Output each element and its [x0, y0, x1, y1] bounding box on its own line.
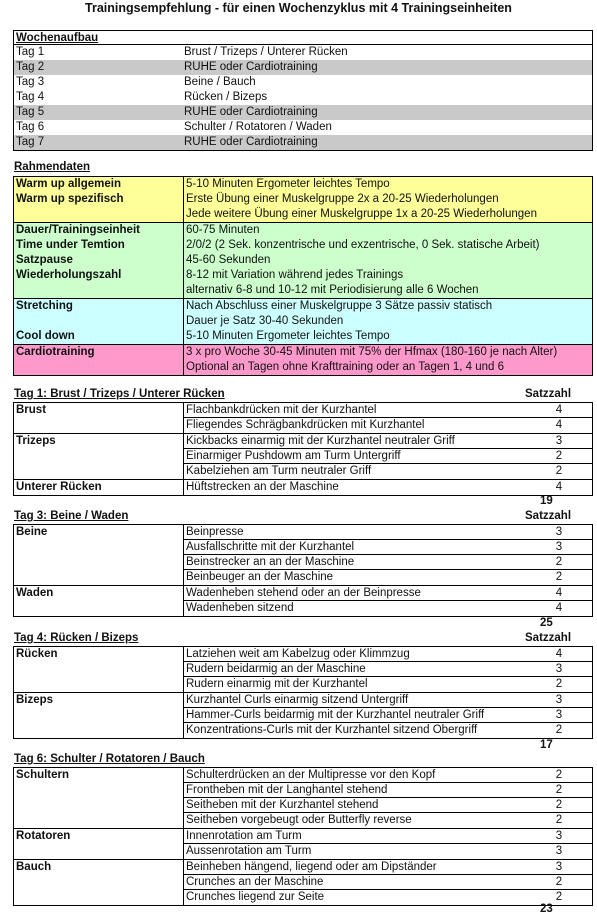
group-label: Rücken [14, 647, 184, 692]
exercise-sets: 4 [555, 602, 563, 614]
exercise-name: Rudern einarmig mit der Kurzhantel [186, 678, 368, 690]
rahmen-value: 5-10 Minuten Ergometer leichtes Tempo [186, 330, 390, 342]
exercise-row [184, 783, 592, 798]
rahmen-label: Warm up spezifisch [16, 193, 124, 205]
exercise-group [14, 829, 592, 860]
rahmen-block-cardio [14, 345, 592, 375]
exercise-row [184, 723, 592, 738]
rahmen-block-stretching [14, 299, 592, 345]
rahmen-value: Jede weitere Übung einer Muskelgruppe 1x a 20-25 Wiederholungen [186, 208, 537, 220]
exercise-row [184, 480, 592, 495]
week-row [14, 60, 592, 75]
week-desc: RUHE oder Cardiotraining [184, 106, 318, 118]
group-label: Brust [14, 403, 184, 433]
rahmen-label [14, 207, 183, 222]
exercise-sets: 2 [555, 571, 563, 583]
exercise-sets: 2 [555, 876, 563, 888]
week-desc: RUHE oder Cardiotraining [184, 136, 318, 148]
exercise-name: Kickbacks einarmig mit der Kurzhantel neutraler Griff [186, 435, 455, 447]
exercise-row [184, 768, 592, 783]
rahmen-label: Cool down [16, 330, 75, 342]
group-label: Trizeps [14, 434, 184, 479]
rahmen-label: Stretching [16, 300, 73, 312]
day6-title: Tag 6: Schulter / Rotatoren / Bauch [14, 753, 205, 765]
day4-table [13, 646, 593, 739]
exercise-row [184, 601, 592, 616]
exercise-row [184, 449, 592, 464]
group-label: Unterer Rücken [14, 480, 184, 495]
exercise-group [14, 860, 592, 905]
exercise-sets: 2 [555, 814, 563, 826]
exercise-group [14, 480, 592, 495]
exercise-name: Crunches an der Maschine [186, 876, 324, 888]
day1-title: Tag 1: Brust / Trizeps / Unterer Rücken [14, 388, 225, 400]
exercise-sets: 2 [555, 450, 563, 462]
day6-table [13, 767, 593, 906]
exercise-sets: 4 [555, 404, 563, 416]
rahmen-value: Erste Übung einer Muskelgruppe 2x a 20-25 Wiederholungen [186, 193, 499, 205]
exercise-name: Beinheben hängend, liegend oder am Dipständer [186, 861, 437, 873]
satzzahl-header: Satzzahl [525, 632, 572, 644]
week-day: Tag 3 [16, 76, 45, 88]
rahmen-label: Cardiotraining [16, 346, 95, 358]
exercise-sets: 2 [555, 784, 563, 796]
exercise-sets: 3 [555, 694, 563, 706]
week-header: Wochenaufbau [14, 31, 592, 45]
satzzahl-header: Satzzahl [525, 510, 572, 522]
rahmen-value: alternativ 6-8 und 10-12 mit Periodisierung alle 6 Wochen [186, 284, 479, 296]
week-day: Tag 1 [16, 46, 45, 58]
exercise-row [184, 464, 592, 479]
exercise-row [184, 540, 592, 555]
exercise-sets: 2 [555, 678, 563, 690]
day1-total: 19 [540, 495, 553, 507]
rahmen-value: Dauer je Satz 30-40 Sekunden [186, 315, 344, 327]
exercise-name: Beinbeuger an der Maschine [186, 571, 334, 583]
exercise-name: Innenrotation am Turm [186, 830, 302, 842]
exercise-row [184, 829, 592, 844]
exercise-row [184, 570, 592, 585]
exercise-name: Seitheben mit der Kurzhantel stehend [186, 799, 379, 811]
week-day: Tag 2 [16, 61, 45, 73]
group-label: Rotatoren [14, 829, 184, 859]
exercise-row [184, 677, 592, 692]
day4-total: 17 [540, 739, 553, 751]
exercise-sets: 2 [555, 769, 563, 781]
exercise-row [184, 647, 592, 662]
exercise-name: Aussenrotation am Turm [186, 845, 312, 857]
day6-total: 23 [540, 903, 553, 915]
week-desc: Beine / Bauch [184, 76, 256, 88]
exercise-sets: 4 [555, 419, 563, 431]
week-row [14, 90, 592, 105]
rahmen-label: Time under Temtion [16, 239, 125, 251]
group-label: Bauch [14, 860, 184, 905]
exercise-row [184, 875, 592, 890]
group-label: Waden [14, 586, 184, 616]
week-row [14, 135, 592, 150]
week-desc: Brust / Trizeps / Unterer Rücken [184, 46, 348, 58]
day3-table [13, 524, 593, 617]
satzzahl-header: Satzzahl [525, 388, 572, 400]
exercise-sets: 3 [555, 709, 563, 721]
exercise-sets: 3 [555, 861, 563, 873]
exercise-row [184, 434, 592, 449]
exercise-row [184, 418, 592, 433]
rahmen-label: Satzpause [16, 254, 73, 266]
exercise-name: Konzentrations-Curls mit der Kurzhantel sitzend Obergriff [186, 724, 478, 736]
week-row [14, 75, 592, 90]
group-label: Bizeps [14, 693, 184, 738]
week-row [14, 105, 592, 120]
exercise-row [184, 890, 592, 905]
rahmen-block-warmup [14, 177, 592, 223]
week-day: Tag 4 [16, 91, 45, 103]
rahmen-table [13, 176, 593, 376]
exercise-sets: 3 [555, 541, 563, 553]
exercise-name: Schulterdrücken an der Multipresse vor den Kopf [186, 769, 436, 781]
exercise-row [184, 525, 592, 540]
rahmen-value: 8-12 mit Variation während jedes Trainings [186, 269, 404, 281]
week-day: Tag 7 [16, 136, 45, 148]
exercise-row [184, 693, 592, 708]
exercise-sets: 3 [555, 845, 563, 857]
exercise-name: Einarmiger Pushdowm am Turm Untergriff [186, 450, 401, 462]
week-day: Tag 5 [16, 106, 45, 118]
week-table [13, 30, 593, 151]
week-row [14, 45, 592, 60]
exercise-name: Hüftstrecken an der Maschine [186, 481, 339, 493]
exercise-name: Rudern beidarmig an der Maschine [186, 663, 366, 675]
exercise-name: Ausfallschritte mit der Kurzhantel [186, 541, 355, 553]
exercise-row [184, 586, 592, 601]
rahmen-block-training [14, 223, 592, 299]
exercise-name: Beinstrecker an an der Maschine [186, 556, 355, 568]
exercise-row [184, 860, 592, 875]
exercise-name: Flachbankdrücken mit der Kurzhantel [186, 404, 377, 416]
day1-table [13, 402, 593, 496]
rahmen-label [14, 360, 183, 375]
week-row [14, 120, 592, 135]
exercise-sets: 4 [555, 481, 563, 493]
exercise-sets: 3 [555, 830, 563, 842]
exercise-group [14, 647, 592, 693]
week-desc: Schulter / Rotatoren / Waden [184, 121, 332, 133]
group-label: Schultern [14, 768, 184, 828]
exercise-row [184, 555, 592, 570]
exercise-sets: 2 [555, 799, 563, 811]
exercise-name: Beinpresse [186, 526, 244, 538]
exercise-row [184, 403, 592, 418]
exercise-row [184, 844, 592, 859]
exercise-name: Wadenheben stehend oder an der Beinpresse [186, 587, 421, 599]
exercise-name: Wadenheben sitzend [186, 602, 294, 614]
exercise-sets: 4 [555, 587, 563, 599]
rahmen-value: 2/0/2 (2 Sek. konzentrische und exzentrische, 0 Sek. statische Arbeit) [186, 239, 540, 251]
group-label: Beine [14, 525, 184, 585]
rahmen-value: Nach Abschluss einer Muskelgruppe 3 Sätze passiv statisch [186, 300, 493, 312]
exercise-sets: 2 [555, 724, 563, 736]
rahmen-value: 5-10 Minuten Ergometer leichtes Tempo [186, 178, 390, 190]
rahmen-label: Dauer/Trainingseinheit [16, 224, 140, 236]
rahmen-header: Rahmendaten [14, 161, 91, 173]
rahmen-value: 3 x pro Woche 30-45 Minuten mit 75% der Hfmax (180-160 je nach Alter) [186, 346, 558, 358]
exercise-name: Kabelziehen am Turm neutraler Griff [186, 465, 372, 477]
exercise-sets: 4 [555, 648, 563, 660]
rahmen-label [14, 283, 183, 298]
exercise-sets: 2 [555, 891, 563, 903]
day4-title: Tag 4: Rücken / Bizeps [14, 632, 139, 644]
exercise-name: Crunches liegend zur Seite [186, 891, 325, 903]
exercise-group [14, 434, 592, 480]
week-desc: Rücken / Bizeps [184, 91, 268, 103]
exercise-row [184, 708, 592, 723]
exercise-name: Seitheben vorgebeugt oder Butterfly reverse [186, 814, 412, 826]
rahmen-label: Warm up allgemein [16, 178, 122, 190]
day3-title: Tag 3: Beine / Waden [14, 510, 129, 522]
exercise-row [184, 798, 592, 813]
exercise-name: Frontheben mit der Langhantel stehend [186, 784, 388, 796]
exercise-name: Latziehen weit am Kabelzug oder Klimmzug [186, 648, 410, 660]
exercise-group [14, 586, 592, 616]
rahmen-value: 60-75 Minuten [186, 224, 260, 236]
exercise-group [14, 403, 592, 434]
exercise-sets: 2 [555, 465, 563, 477]
exercise-sets: 3 [555, 526, 563, 538]
exercise-row [184, 813, 592, 828]
exercise-group [14, 693, 592, 738]
exercise-sets: 2 [555, 556, 563, 568]
exercise-row [184, 662, 592, 677]
document-title: Trainingsempfehlung - für einen Wochenzyklus mit 4 Trainingseinheiten [85, 1, 512, 15]
rahmen-value: 45-60 Sekunden [186, 254, 271, 266]
exercise-name: Hammer-Curls beidarmig mit der Kurzhantel neutraler Griff [186, 709, 485, 721]
exercise-sets: 3 [555, 435, 563, 447]
rahmen-value: Optional an Tagen ohne Krafttraining oder an Tagen 1, 4 und 6 [186, 361, 504, 373]
exercise-name: Kurzhantel Curls einarmig sitzend Untergriff [186, 694, 409, 706]
exercise-group [14, 525, 592, 586]
rahmen-label [14, 314, 183, 329]
exercise-name: Fliegendes Schrägbankdrücken mit Kurzhantel [186, 419, 425, 431]
day3-total: 25 [540, 617, 553, 629]
week-day: Tag 6 [16, 121, 45, 133]
exercise-sets: 3 [555, 663, 563, 675]
rahmen-label: Wiederholungszahl [16, 269, 122, 281]
week-desc: RUHE oder Cardiotraining [184, 61, 318, 73]
exercise-group [14, 768, 592, 829]
